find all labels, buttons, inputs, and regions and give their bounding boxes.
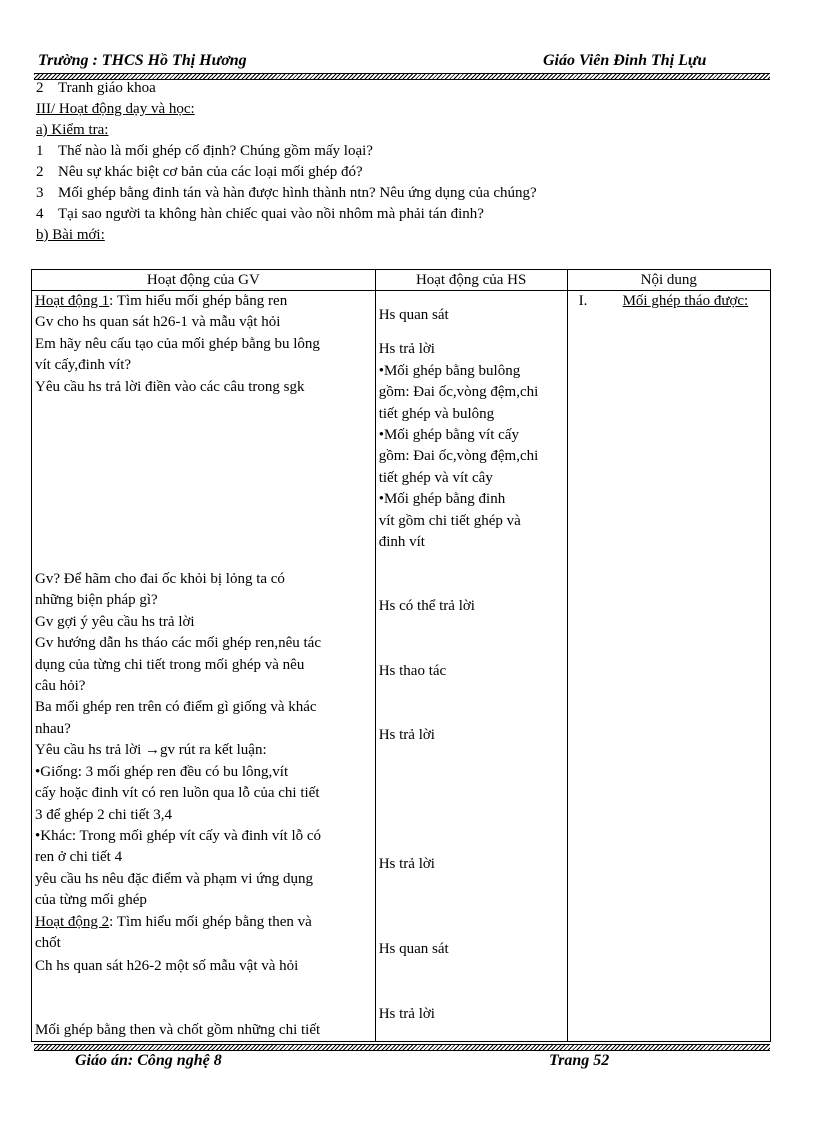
gv-line: cấy hoặc đinh vít có ren luồn qua lỗ của chi tiết <box>35 785 320 802</box>
gv-line: Ba mối ghép ren trên có điểm gì giống và khác <box>35 699 317 716</box>
content-heading <box>571 291 767 312</box>
gv-line: của từng mối ghép <box>35 892 147 909</box>
question-4: 4 Tại sao người ta không hàn chiếc quai vào nồi nhôm mà phải tán đinh? <box>36 206 484 222</box>
hs-line: Hs trả lời <box>378 727 435 744</box>
hs-line: •Mối ghép bằng đinh <box>378 491 506 508</box>
hs-column <box>375 291 567 1042</box>
content-column <box>567 291 770 1042</box>
question-2: 2 Nêu sự khác biệt cơ bản của các loại mối ghép đó? <box>36 164 363 180</box>
check-label: a) Kiểm tra: <box>36 122 109 138</box>
header-hs: Hoạt động của HS <box>375 270 567 291</box>
gv-line: Gv? Để hãm cho đai ốc khỏi bị lỏng ta có <box>35 571 285 588</box>
header-teacher: Giáo Viên Đinh Thị Lựu <box>543 52 707 69</box>
hs-line: Hs có thể trả lời <box>378 598 475 615</box>
gv-line: 3 để ghép 2 chi tiết 3,4 <box>35 806 173 823</box>
footer-page: Trang 52 <box>549 1052 610 1069</box>
spacer <box>379 875 564 939</box>
gv-line: •Giống: 3 mối ghép ren đều có bu lông,vít <box>35 763 289 780</box>
activity-1: Hoạt động 1: Tìm hiểu mối ghép bằng ren <box>35 293 288 309</box>
new-lesson-label: b) Bài mới: <box>36 227 105 243</box>
content-heading-text: Mối ghép tháo được: <box>622 293 749 309</box>
gv-line: những biện pháp gì? <box>35 592 158 609</box>
hs-line: •Mối ghép bằng bulông <box>378 362 521 379</box>
lesson-table <box>31 269 771 1042</box>
gv-line: ren ở chi tiết 4 <box>35 849 123 866</box>
gv-line: Gv gợi ý yêu cầu hs trả lời <box>35 613 195 630</box>
spacer <box>35 398 372 569</box>
spacer <box>379 553 564 596</box>
gv-line: dụng của từng chi tiết trong mối ghép và nêu <box>35 656 305 673</box>
roman-numeral: I. <box>578 293 588 309</box>
gv-line: yêu cầu hs nêu đặc điểm và phạm vi ứng dụng <box>35 870 314 887</box>
hs-line: •Mối ghép bằng vít cấy <box>378 427 519 444</box>
header-content: Nội dung <box>567 270 770 291</box>
section-heading-3: III/ Hoạt động dạy và học: <box>36 101 195 117</box>
hs-line: Hs quan sát <box>378 941 449 958</box>
gv-line: Gv cho hs quan sát h26-1 và mẫu vật hỏi <box>35 314 281 331</box>
hs-line: Hs trả lời <box>378 341 435 358</box>
question-3: 3 Mối ghép bằng đinh tán và hàn được hình thành ntn? Nêu ứng dụng của chúng? <box>36 185 537 201</box>
spacer <box>379 618 564 661</box>
hs-line: đinh vít <box>378 534 425 551</box>
gv-line: câu hỏi? <box>35 678 86 695</box>
gv-line: •Khác: Trong mối ghép vít cấy và đinh vít lỗ có <box>35 827 322 844</box>
spacer <box>35 978 372 1020</box>
hs-line: Hs trả lời <box>378 855 435 872</box>
hs-line: vít gồm chi tiết ghép và <box>378 512 521 529</box>
gv-line: vít cấy,đinh vít? <box>35 357 132 374</box>
intro-section <box>36 78 537 246</box>
hs-line: tiết ghép và vít cây <box>378 469 493 486</box>
gv-line: Gv hướng dẫn hs tháo các mối ghép ren,nêu tác <box>35 635 321 652</box>
spacer <box>379 747 564 854</box>
gv-line: Yêu cầu hs trả lời điền vào các câu trong sgk <box>35 378 305 395</box>
hs-line: gồm: Đai ốc,vòng đệm,chi <box>378 448 539 465</box>
activity-2: Hoạt động 2: Tìm hiểu mối ghép bằng then và <box>35 913 312 930</box>
hs-line: Hs quan sát <box>378 307 449 323</box>
spacer <box>379 291 564 305</box>
gv-line: Ch hs quan sát h26-2 một số mẫu vật và hỏi <box>35 958 299 975</box>
gv-column <box>32 291 376 1042</box>
spacer <box>379 682 564 725</box>
hs-line: Hs thao tác <box>378 662 447 679</box>
gv-line: Em hãy nêu cấu tạo của mối ghép bằng bu lông <box>35 335 320 352</box>
hs-line: tiết ghép và bulông <box>378 405 495 422</box>
gv-line: chốt <box>35 934 61 951</box>
hs-line: Hs trả lời <box>378 1005 435 1022</box>
spacer <box>379 326 564 339</box>
footer-rule <box>34 1044 770 1051</box>
gv-line: Yêu cầu hs trả lời →gv rút ra kết luận: <box>35 742 267 759</box>
intro-item-2: 2 Tranh giáo khoa <box>36 80 156 96</box>
footer-subject: Giáo án: Công nghệ 8 <box>75 1052 222 1069</box>
question-1: 1 Thế nào là mối ghép cố định? Chúng gồm mấy loại? <box>36 143 373 159</box>
gv-line: nhau? <box>35 720 71 737</box>
header-school: Trường : THCS Hồ Thị Hương <box>38 52 247 69</box>
hs-line: gồm: Đai ốc,vòng đệm,chi <box>378 384 539 401</box>
header-gv: Hoạt động của GV <box>32 270 376 291</box>
spacer <box>379 961 564 1004</box>
gv-line: Mối ghép bằng then và chốt gồm những chi tiết <box>35 1021 321 1038</box>
